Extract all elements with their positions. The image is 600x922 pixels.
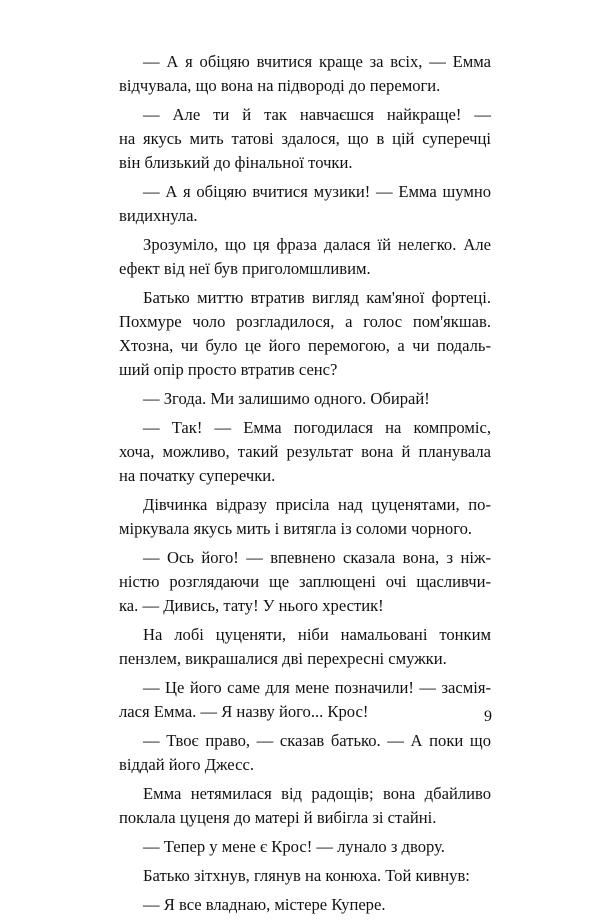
text-line: — Згода. Ми залишимо одного. Обирай! [143,389,430,408]
text-line: він близький до фінальної точки. [119,153,353,172]
text-line: Емма нетямилася від радощів; вона дбайливо [143,784,491,803]
text-line: — А я обіцяю вчитися музики! — Емма шумно [143,182,491,201]
text-line: видихнула. [119,206,198,225]
paragraph [119,387,491,411]
paragraph [119,50,491,98]
text-line: відчувала, що вона на підвороді до перемоги. [119,76,441,95]
paragraph [119,233,491,281]
paragraph [119,893,491,917]
text-line: — Але ти й так навчаєшся найкраще! — [143,105,491,124]
text-line: На лобі цуценяти, ніби намальовані тонким [143,625,491,644]
paragraph [119,729,491,777]
page-number: 9 [484,708,492,725]
text-line: — Я все владнаю, містере Купере. [143,895,386,914]
text-line: міркувала якусь мить і витягла із соломи чорного. [119,519,473,538]
text-line: Дівчинка відразу присіла над цуценятами, по- [143,495,491,514]
paragraph [119,493,491,541]
text-line: ший опір просто втратив сенс? [119,360,338,379]
paragraph [119,416,491,488]
text-line: — А я обіцяю вчитися краще за всіх, — Емма [143,52,491,71]
text-line: — Тепер у мене є Крос! — лунало з двору. [143,837,445,856]
paragraph [119,546,491,618]
text-line: Батько миттю втратив вигляд кам'яної фортеці. [143,288,491,307]
text-line: — Ось його! — впевнено сказала вона, з ніж- [143,548,491,567]
text-line: поклала цуценя до матері й вибігла зі стайні. [119,808,437,827]
text-line: — Твоє право, — сказав батько. — А поки що [143,731,491,750]
paragraph [119,623,491,671]
text-line: хоча, можливо, такий результат вона й планувала [119,442,491,461]
text-line: ністю розглядаючи ще заплющені очі щасливчи- [119,572,491,591]
text-line: ефект від неї був приголомшливим. [119,259,371,278]
paragraph [119,782,491,830]
text-line: лася Емма. — Я назву його... Крос! [119,702,369,721]
body-text [119,50,491,922]
paragraph [119,180,491,228]
text-line: ка. — Дивись, тату! У нього хрестик! [119,596,384,615]
paragraph [119,286,491,382]
text-line: Батько зітхнув, глянув на конюха. Той кивнув: [143,866,470,885]
text-line: на якусь мить татові здалося, що в цій суперечці [119,129,491,148]
text-line: віддай його Джесс. [119,755,254,774]
text-line: Хтозна, чи було це його перемогою, а чи подаль- [119,336,491,355]
paragraph [119,676,491,724]
text-line: — Так! — Емма погодилася на компроміс, [143,418,491,437]
text-line: на початку суперечки. [119,466,276,485]
text-line: Зрозуміло, що ця фраза далася їй нелегко. Але [143,235,491,254]
paragraph [119,864,491,888]
text-line: — Це його саме для мене позначили! — засмія- [143,678,491,697]
paragraph [119,103,491,175]
text-line: Похмуре чоло розгладилося, а голос пом'якшав. [119,312,491,331]
paragraph [119,835,491,859]
text-line: пензлем, викрашалися дві перехресні смужки. [119,649,447,668]
